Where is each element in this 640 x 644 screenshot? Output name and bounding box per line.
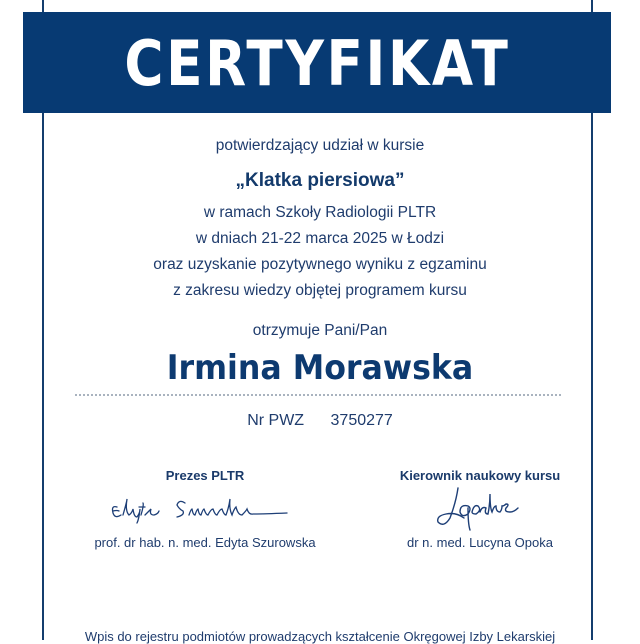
date-place-line: w dniach 21-22 marca 2025 w Łodzi — [195, 230, 445, 247]
handwritten-signature-icon — [360, 483, 600, 535]
signatory-name: dr n. med. Lucyna Opoka — [407, 535, 553, 550]
signature-role: Kierownik naukowy kursu — [399, 468, 561, 483]
registry-footnote: Wpis do rejestru podmiotów prowadzących kształcenie Okręgowej Izby Lekarskiej — [84, 629, 556, 644]
signature-block-president — [85, 468, 325, 550]
pwz-label: Nr PWZ — [247, 412, 305, 429]
recipient-name: Irmina Morawska — [166, 348, 474, 388]
handwritten-signature-icon — [85, 483, 325, 535]
course-title: „Klatka piersiowa” — [235, 170, 405, 191]
intro-text: potwierdzający udział w kursie — [215, 137, 425, 154]
scope-line: z zakresu wiedzy objętej programem kursu — [173, 282, 467, 299]
dotted-divider — [75, 394, 561, 396]
pwz-number: 3750277 — [330, 412, 393, 429]
receives-label: otrzymuje Pani/Pan — [252, 322, 388, 339]
signature-role: Prezes PLTR — [165, 468, 245, 483]
certificate-title: CERTYFIKAT — [123, 26, 511, 100]
certificate-banner — [23, 12, 611, 113]
pwz-row — [0, 412, 640, 430]
signature-block-scientific-director — [360, 468, 600, 550]
signatory-name: prof. dr hab. n. med. Edyta Szurowska — [94, 535, 316, 550]
exam-line: oraz uzyskanie pozytywnego wyniku z egzaminu — [153, 256, 487, 273]
school-line: w ramach Szkoły Radiologii PLTR — [203, 204, 437, 221]
